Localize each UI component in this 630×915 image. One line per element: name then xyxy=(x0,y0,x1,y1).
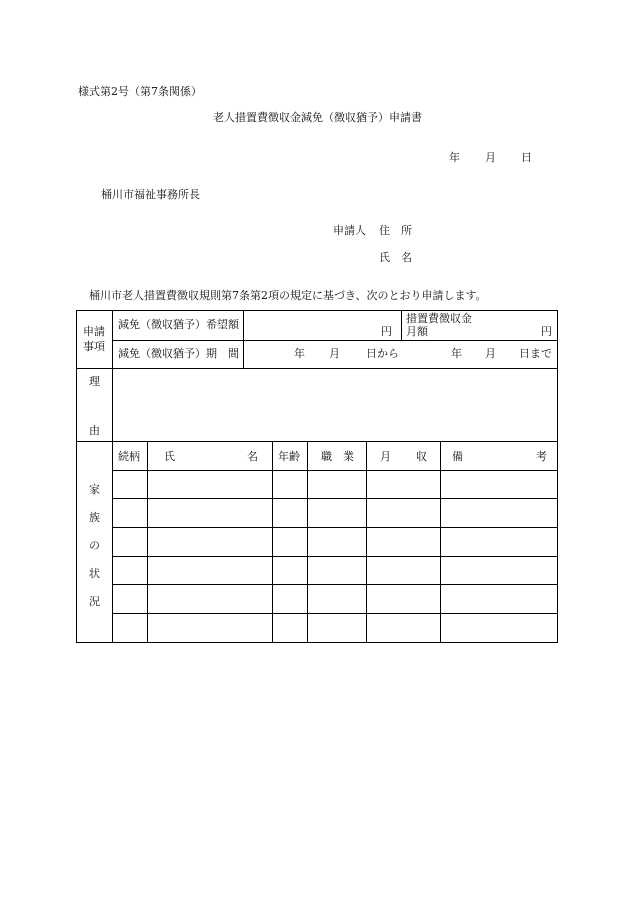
request-section-label-1: 申請 xyxy=(83,325,105,338)
desired-amount-label: 減免（徴収猶予）希望額 xyxy=(118,318,239,331)
monthly-fee-yen: 円 xyxy=(541,325,552,338)
income-cell[interactable] xyxy=(367,557,440,584)
age-cell[interactable] xyxy=(273,471,307,498)
notes-cell[interactable] xyxy=(441,528,557,556)
date-day-label: 日 xyxy=(521,151,532,164)
name-cell[interactable] xyxy=(148,557,272,584)
age-cell[interactable] xyxy=(273,614,307,642)
applicant-label: 申請人 xyxy=(333,224,366,237)
relation-cell[interactable] xyxy=(113,557,147,584)
header-name-second: 名 xyxy=(247,450,258,463)
occupation-cell[interactable] xyxy=(308,557,366,584)
period-from-day: 日から xyxy=(366,347,399,360)
notes-cell[interactable] xyxy=(441,557,557,584)
notes-cell[interactable] xyxy=(441,471,557,498)
monthly-fee-label-1: 措置費徴収金 xyxy=(406,312,472,325)
header-income-first: 月 xyxy=(380,450,391,463)
period-from-month: 月 xyxy=(329,347,340,360)
age-cell[interactable] xyxy=(273,499,307,527)
notes-cell[interactable] xyxy=(441,585,557,613)
relation-cell[interactable] xyxy=(113,585,147,613)
name-label: 氏 名 xyxy=(379,251,412,264)
addressee: 桶川市福祉事務所長 xyxy=(101,188,200,201)
occupation-cell[interactable] xyxy=(308,528,366,556)
header-relation: 続柄 xyxy=(118,450,140,463)
relation-cell[interactable] xyxy=(113,499,147,527)
income-cell[interactable] xyxy=(367,499,440,527)
desired-amount-yen: 円 xyxy=(381,325,392,338)
occupation-cell[interactable] xyxy=(308,585,366,613)
income-cell[interactable] xyxy=(367,528,440,556)
age-cell[interactable] xyxy=(273,557,307,584)
notes-cell[interactable] xyxy=(441,614,557,642)
address-label: 住 所 xyxy=(379,224,412,237)
date-year-label: 年 xyxy=(449,151,460,164)
relation-cell[interactable] xyxy=(113,614,147,642)
family-section-char: 族 xyxy=(89,511,100,524)
form-title: 老人措置費徴収金減免（徴収猶予）申請書 xyxy=(213,111,422,124)
age-cell[interactable] xyxy=(273,528,307,556)
name-cell[interactable] xyxy=(148,614,272,642)
monthly-fee-label-2: 月額 xyxy=(406,325,428,338)
period-from-year: 年 xyxy=(294,347,305,360)
notes-cell[interactable] xyxy=(441,499,557,527)
family-section-char: 状 xyxy=(89,567,100,580)
name-cell[interactable] xyxy=(148,499,272,527)
header-age: 年齢 xyxy=(278,450,300,463)
age-cell[interactable] xyxy=(273,585,307,613)
period-to-month: 月 xyxy=(485,347,496,360)
family-section-char: 家 xyxy=(89,483,100,496)
income-cell[interactable] xyxy=(367,585,440,613)
period-to-day: 日まで xyxy=(519,347,552,360)
reason-label-bottom: 由 xyxy=(89,424,100,437)
header-name-first: 氏 xyxy=(164,450,175,463)
period-label: 減免（徴収猶予）期 間 xyxy=(118,347,239,360)
header-notes-first: 備 xyxy=(452,450,463,463)
relation-cell[interactable] xyxy=(113,528,147,556)
form-number: 様式第2号（第7条関係） xyxy=(78,85,202,98)
occupation-cell[interactable] xyxy=(308,471,366,498)
header-occupation: 職 業 xyxy=(321,450,354,463)
relation-cell[interactable] xyxy=(113,471,147,498)
header-income-second: 収 xyxy=(416,450,427,463)
name-cell[interactable] xyxy=(148,471,272,498)
occupation-cell[interactable] xyxy=(308,614,366,642)
name-cell[interactable] xyxy=(148,585,272,613)
period-to-year: 年 xyxy=(451,347,462,360)
family-section-char: 況 xyxy=(89,595,100,608)
header-notes-second: 考 xyxy=(536,450,547,463)
reason-label-top: 理 xyxy=(89,375,100,388)
reason-field[interactable] xyxy=(113,369,556,440)
date-month-label: 月 xyxy=(485,151,496,164)
family-section-char: の xyxy=(89,539,100,552)
request-section-label-2: 事項 xyxy=(83,340,105,353)
occupation-cell[interactable] xyxy=(308,499,366,527)
income-cell[interactable] xyxy=(367,471,440,498)
name-cell[interactable] xyxy=(148,528,272,556)
statement: 桶川市老人措置費徴収規則第7条第2項の規定に基づき、次のとおり申請します。 xyxy=(89,289,487,302)
income-cell[interactable] xyxy=(367,614,440,642)
